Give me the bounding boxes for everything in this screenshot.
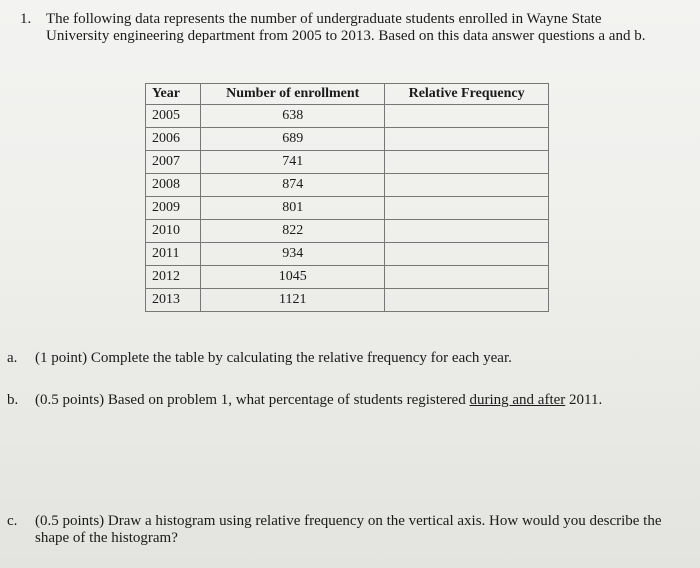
enrollment-cell: 741 bbox=[201, 151, 385, 174]
header-relative-frequency: Relative Frequency bbox=[385, 84, 549, 105]
table-row bbox=[146, 128, 549, 151]
part-b-underlined: during and after bbox=[469, 392, 566, 408]
enrollment-cell: 822 bbox=[201, 220, 385, 243]
enrollment-cell: 801 bbox=[201, 197, 385, 220]
part-b-label: b. bbox=[7, 392, 19, 408]
enrollment-cell: 689 bbox=[201, 128, 385, 151]
table-row bbox=[146, 151, 549, 174]
relative-frequency-cell[interactable] bbox=[385, 266, 549, 289]
part-c bbox=[7, 513, 687, 553]
year-cell: 2013 bbox=[146, 289, 201, 312]
relative-frequency-cell[interactable] bbox=[385, 128, 549, 151]
relative-frequency-cell[interactable] bbox=[385, 220, 549, 243]
table-row bbox=[146, 105, 549, 128]
header-year: Year bbox=[146, 84, 201, 105]
table-row bbox=[146, 243, 549, 266]
part-a-text: (1 point) Complete the table by calculating the relative frequency for each year. bbox=[35, 350, 512, 366]
part-b-text-after: 2011. bbox=[565, 392, 603, 408]
enrollment-cell: 934 bbox=[201, 243, 385, 266]
enrollment-cell: 1045 bbox=[201, 266, 385, 289]
year-cell: 2006 bbox=[146, 128, 201, 151]
year-cell: 2007 bbox=[146, 151, 201, 174]
relative-frequency-cell[interactable] bbox=[385, 243, 549, 266]
relative-frequency-cell[interactable] bbox=[385, 289, 549, 312]
table-row bbox=[146, 266, 549, 289]
relative-frequency-cell[interactable] bbox=[385, 197, 549, 220]
part-a bbox=[7, 350, 687, 370]
year-cell: 2008 bbox=[146, 174, 201, 197]
table-row bbox=[146, 197, 549, 220]
year-cell: 2010 bbox=[146, 220, 201, 243]
table-header-row bbox=[146, 84, 549, 105]
table-row bbox=[146, 174, 549, 197]
part-b bbox=[7, 392, 687, 432]
relative-frequency-cell[interactable] bbox=[385, 174, 549, 197]
part-b-text bbox=[35, 392, 675, 409]
year-cell: 2012 bbox=[146, 266, 201, 289]
table-row bbox=[146, 289, 549, 312]
question-number: 1. bbox=[20, 11, 32, 27]
question-text: The following data represents the number of undergraduate students enrolled in Wayne State University engineering department from 2005 to 2013. Based on this data answer questions a and b. bbox=[46, 11, 646, 44]
enrollment-cell: 1121 bbox=[201, 289, 385, 312]
enrollment-cell: 638 bbox=[201, 105, 385, 128]
year-cell: 2009 bbox=[146, 197, 201, 220]
part-c-text: (0.5 points) Draw a histogram using relative frequency on the vertical axis. How would you describe the shape of the histogram? bbox=[35, 513, 662, 546]
part-b-text-before: (0.5 points) Based on problem 1, what percentage of students registered bbox=[35, 392, 470, 408]
header-enrollment: Number of enrollment bbox=[201, 84, 385, 105]
enrollment-cell: 874 bbox=[201, 174, 385, 197]
table-row bbox=[146, 220, 549, 243]
relative-frequency-cell[interactable] bbox=[385, 151, 549, 174]
year-cell: 2005 bbox=[146, 105, 201, 128]
part-c-label: c. bbox=[7, 513, 18, 529]
part-a-label: a. bbox=[7, 350, 18, 366]
year-cell: 2011 bbox=[146, 243, 201, 266]
relative-frequency-cell[interactable] bbox=[385, 105, 549, 128]
enrollment-table bbox=[145, 83, 549, 312]
